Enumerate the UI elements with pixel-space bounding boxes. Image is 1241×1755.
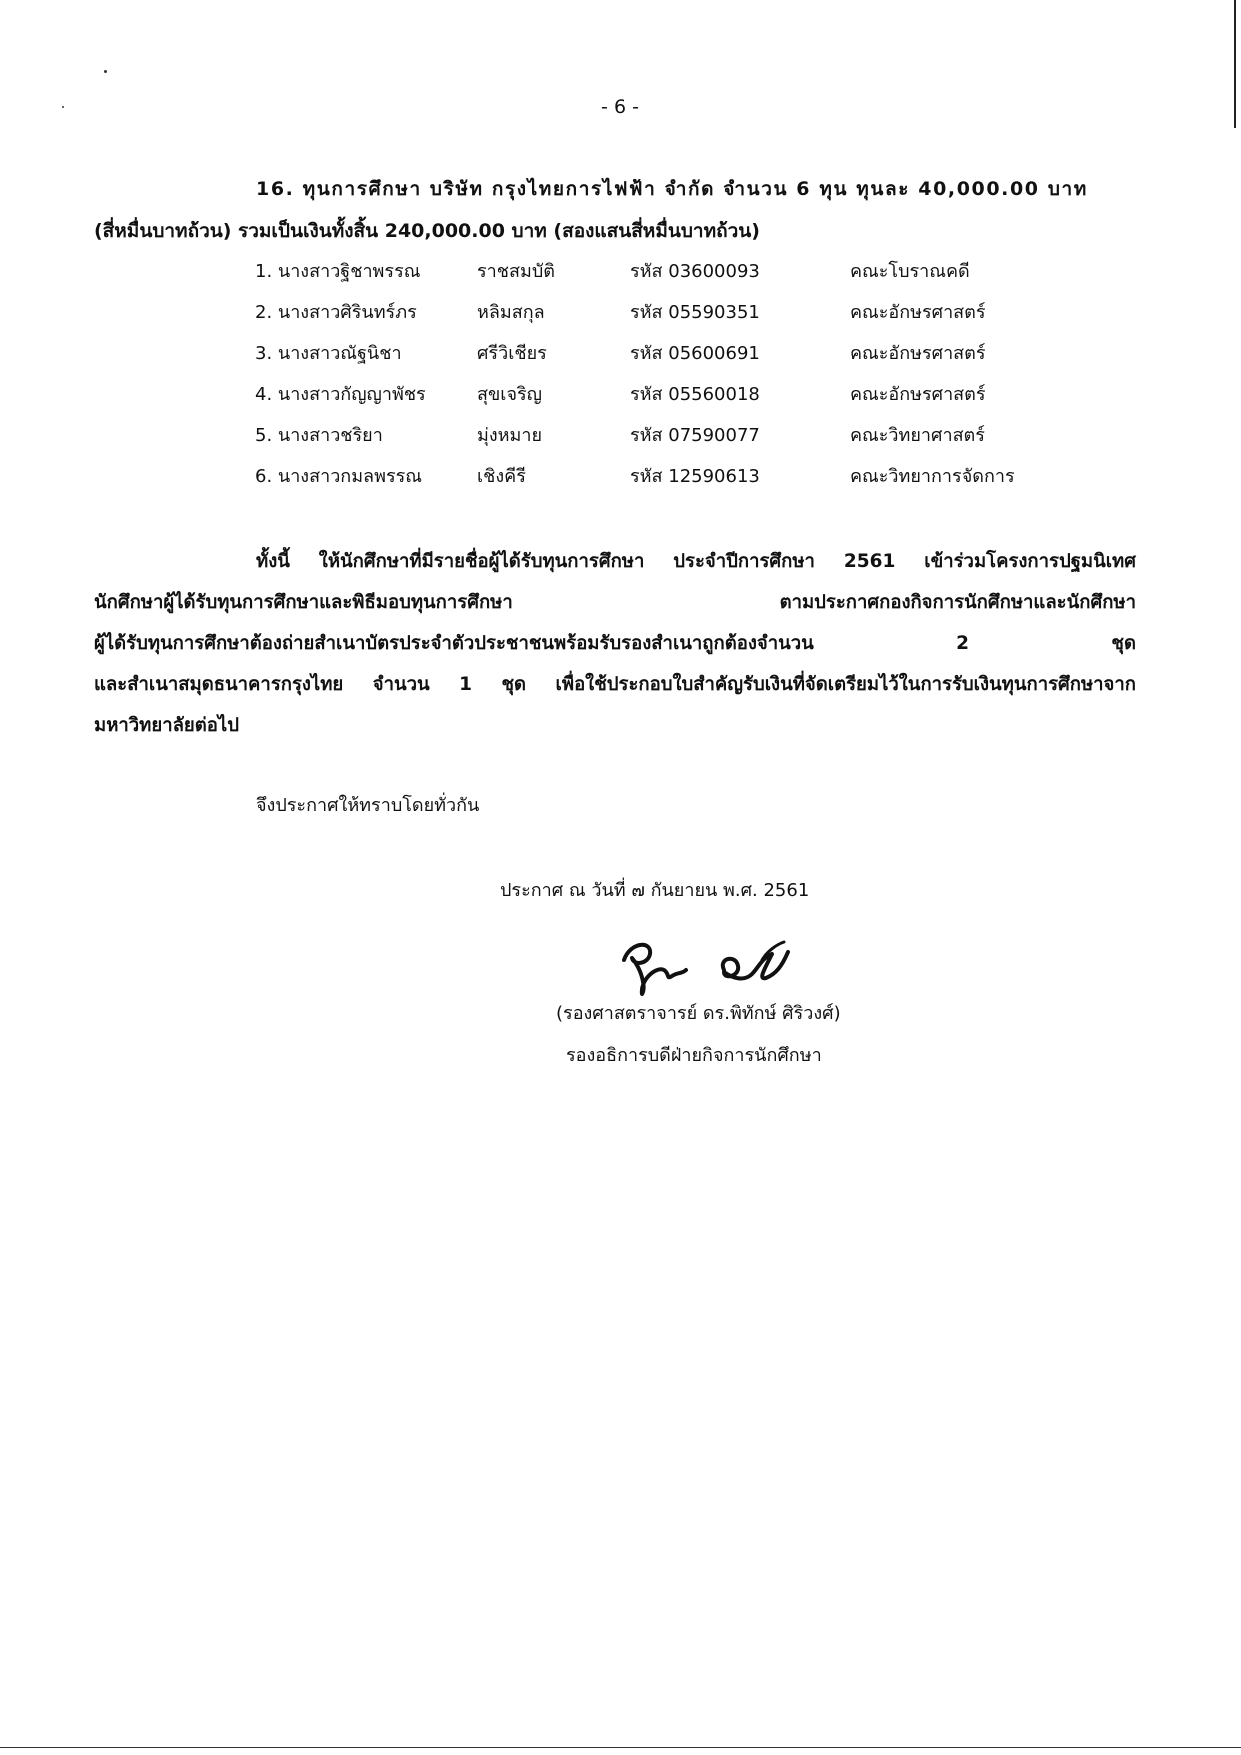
recipient-surname: มุ่งหมาย: [477, 425, 543, 446]
recipient-name: 2. นางสาวศิรินทร์ภร: [255, 302, 417, 323]
closing-statement: จึงประกาศให้ทราบโดยทั่วกัน: [256, 795, 480, 816]
recipient-faculty: คณะอักษรศาสตร์: [850, 384, 986, 405]
recipient-faculty: คณะอักษรศาสตร์: [850, 302, 986, 323]
paragraph-line: นักศึกษาผู้ได้รับทุนการศึกษาและพิธีมอบทุนการศึกษา ตามประกาศกองกิจการนักศึกษาและนักศึกษา: [94, 592, 1136, 613]
recipient-row: [255, 420, 1155, 461]
recipient-faculty: คณะวิทยาการจัดการ: [850, 466, 1015, 487]
recipient-name: 4. นางสาวกัญญาพัชร: [255, 384, 426, 405]
recipient-surname: หลิมสกุล: [477, 302, 545, 323]
recipient-row: [255, 338, 1155, 379]
recipient-code: รหัส 07590077: [630, 425, 760, 446]
scan-edge-bottom: [0, 1747, 1241, 1748]
recipient-row: [255, 461, 1155, 502]
page-number: - 6 -: [601, 96, 639, 118]
scan-edge-right: [1234, 0, 1236, 128]
recipient-code: รหัส 03600093: [630, 261, 760, 282]
recipient-faculty: คณะอักษรศาสตร์: [850, 343, 986, 364]
scholarship-heading-line1: 16. ทุนการศึกษา บริษัท กรุงไทยการไฟฟ้า จำกัด จำนวน 6 ทุน ทุนละ 40,000.00 บาท: [256, 178, 1088, 200]
scan-speck: [62, 106, 64, 108]
signer-name: (รองศาสตราจารย์ ดร.พิทักษ์ ศิริวงศ์): [556, 1003, 841, 1024]
signer-title: รองอธิการบดีฝ่ายกิจการนักศึกษา: [566, 1045, 822, 1066]
instruction-paragraph: [94, 541, 1136, 746]
recipient-name: 6. นางสาวกมลพรรณ: [255, 466, 422, 487]
recipient-code: รหัส 05590351: [630, 302, 760, 323]
recipient-name: 5. นางสาวชริยา: [255, 425, 383, 446]
recipient-row: [255, 256, 1155, 297]
recipient-row: [255, 379, 1155, 420]
paragraph-line: และสำเนาสมุดธนาคารกรุงไทย จำนวน 1 ชุด เพื่อใช้ประกอบใบสำคัญรับเงินที่จัดเตรียมไว้ในการรับเงินทุนการศึกษาจาก: [94, 674, 1136, 695]
recipient-faculty: คณะโบราณคดี: [850, 261, 970, 282]
recipient-code: รหัส 05600691: [630, 343, 760, 364]
paragraph-line: ทั้งนี้ ให้นักศึกษาที่มีรายชื่อผู้ได้รับทุนการศึกษา ประจำปีการศึกษา 2561 เข้าร่วมโครงการปฐมนิเทศ: [256, 551, 1136, 572]
recipient-code: รหัส 05560018: [630, 384, 760, 405]
recipient-row: [255, 297, 1155, 338]
recipient-code: รหัส 12590613: [630, 466, 760, 487]
recipient-surname: สุขเจริญ: [477, 384, 542, 405]
handwritten-signature: [612, 930, 812, 1000]
scan-speck: [104, 70, 107, 73]
recipient-list: [255, 256, 1155, 502]
recipient-name: 1. นางสาวฐิชาพรรณ: [255, 261, 421, 282]
recipient-surname: เชิงคีรี: [477, 466, 526, 487]
paragraph-line: มหาวิทยาลัยต่อไป: [94, 715, 239, 736]
paragraph-line: ผู้ได้รับทุนการศึกษาต้องถ่ายสำเนาบัตรประจำตัวประชาชนพร้อมรับรองสำเนาถูกต้องจำนวน 2 ชุด: [94, 633, 1136, 654]
recipient-faculty: คณะวิทยาศาสตร์: [850, 425, 985, 446]
scholarship-heading-line2: (สี่หมื่นบาทถ้วน) รวมเป็นเงินทั้งสิ้น 240,000.00 บาท (สองแสนสี่หมื่นบาทถ้วน): [94, 220, 760, 242]
announcement-date: ประกาศ ณ วันที่ ๗ กันยายน พ.ศ. 2561: [500, 880, 810, 901]
recipient-surname: ราชสมบัติ: [477, 261, 555, 282]
recipient-name: 3. นางสาวณัฐนิชา: [255, 343, 402, 364]
recipient-surname: ศรีวิเชียร: [477, 343, 547, 364]
